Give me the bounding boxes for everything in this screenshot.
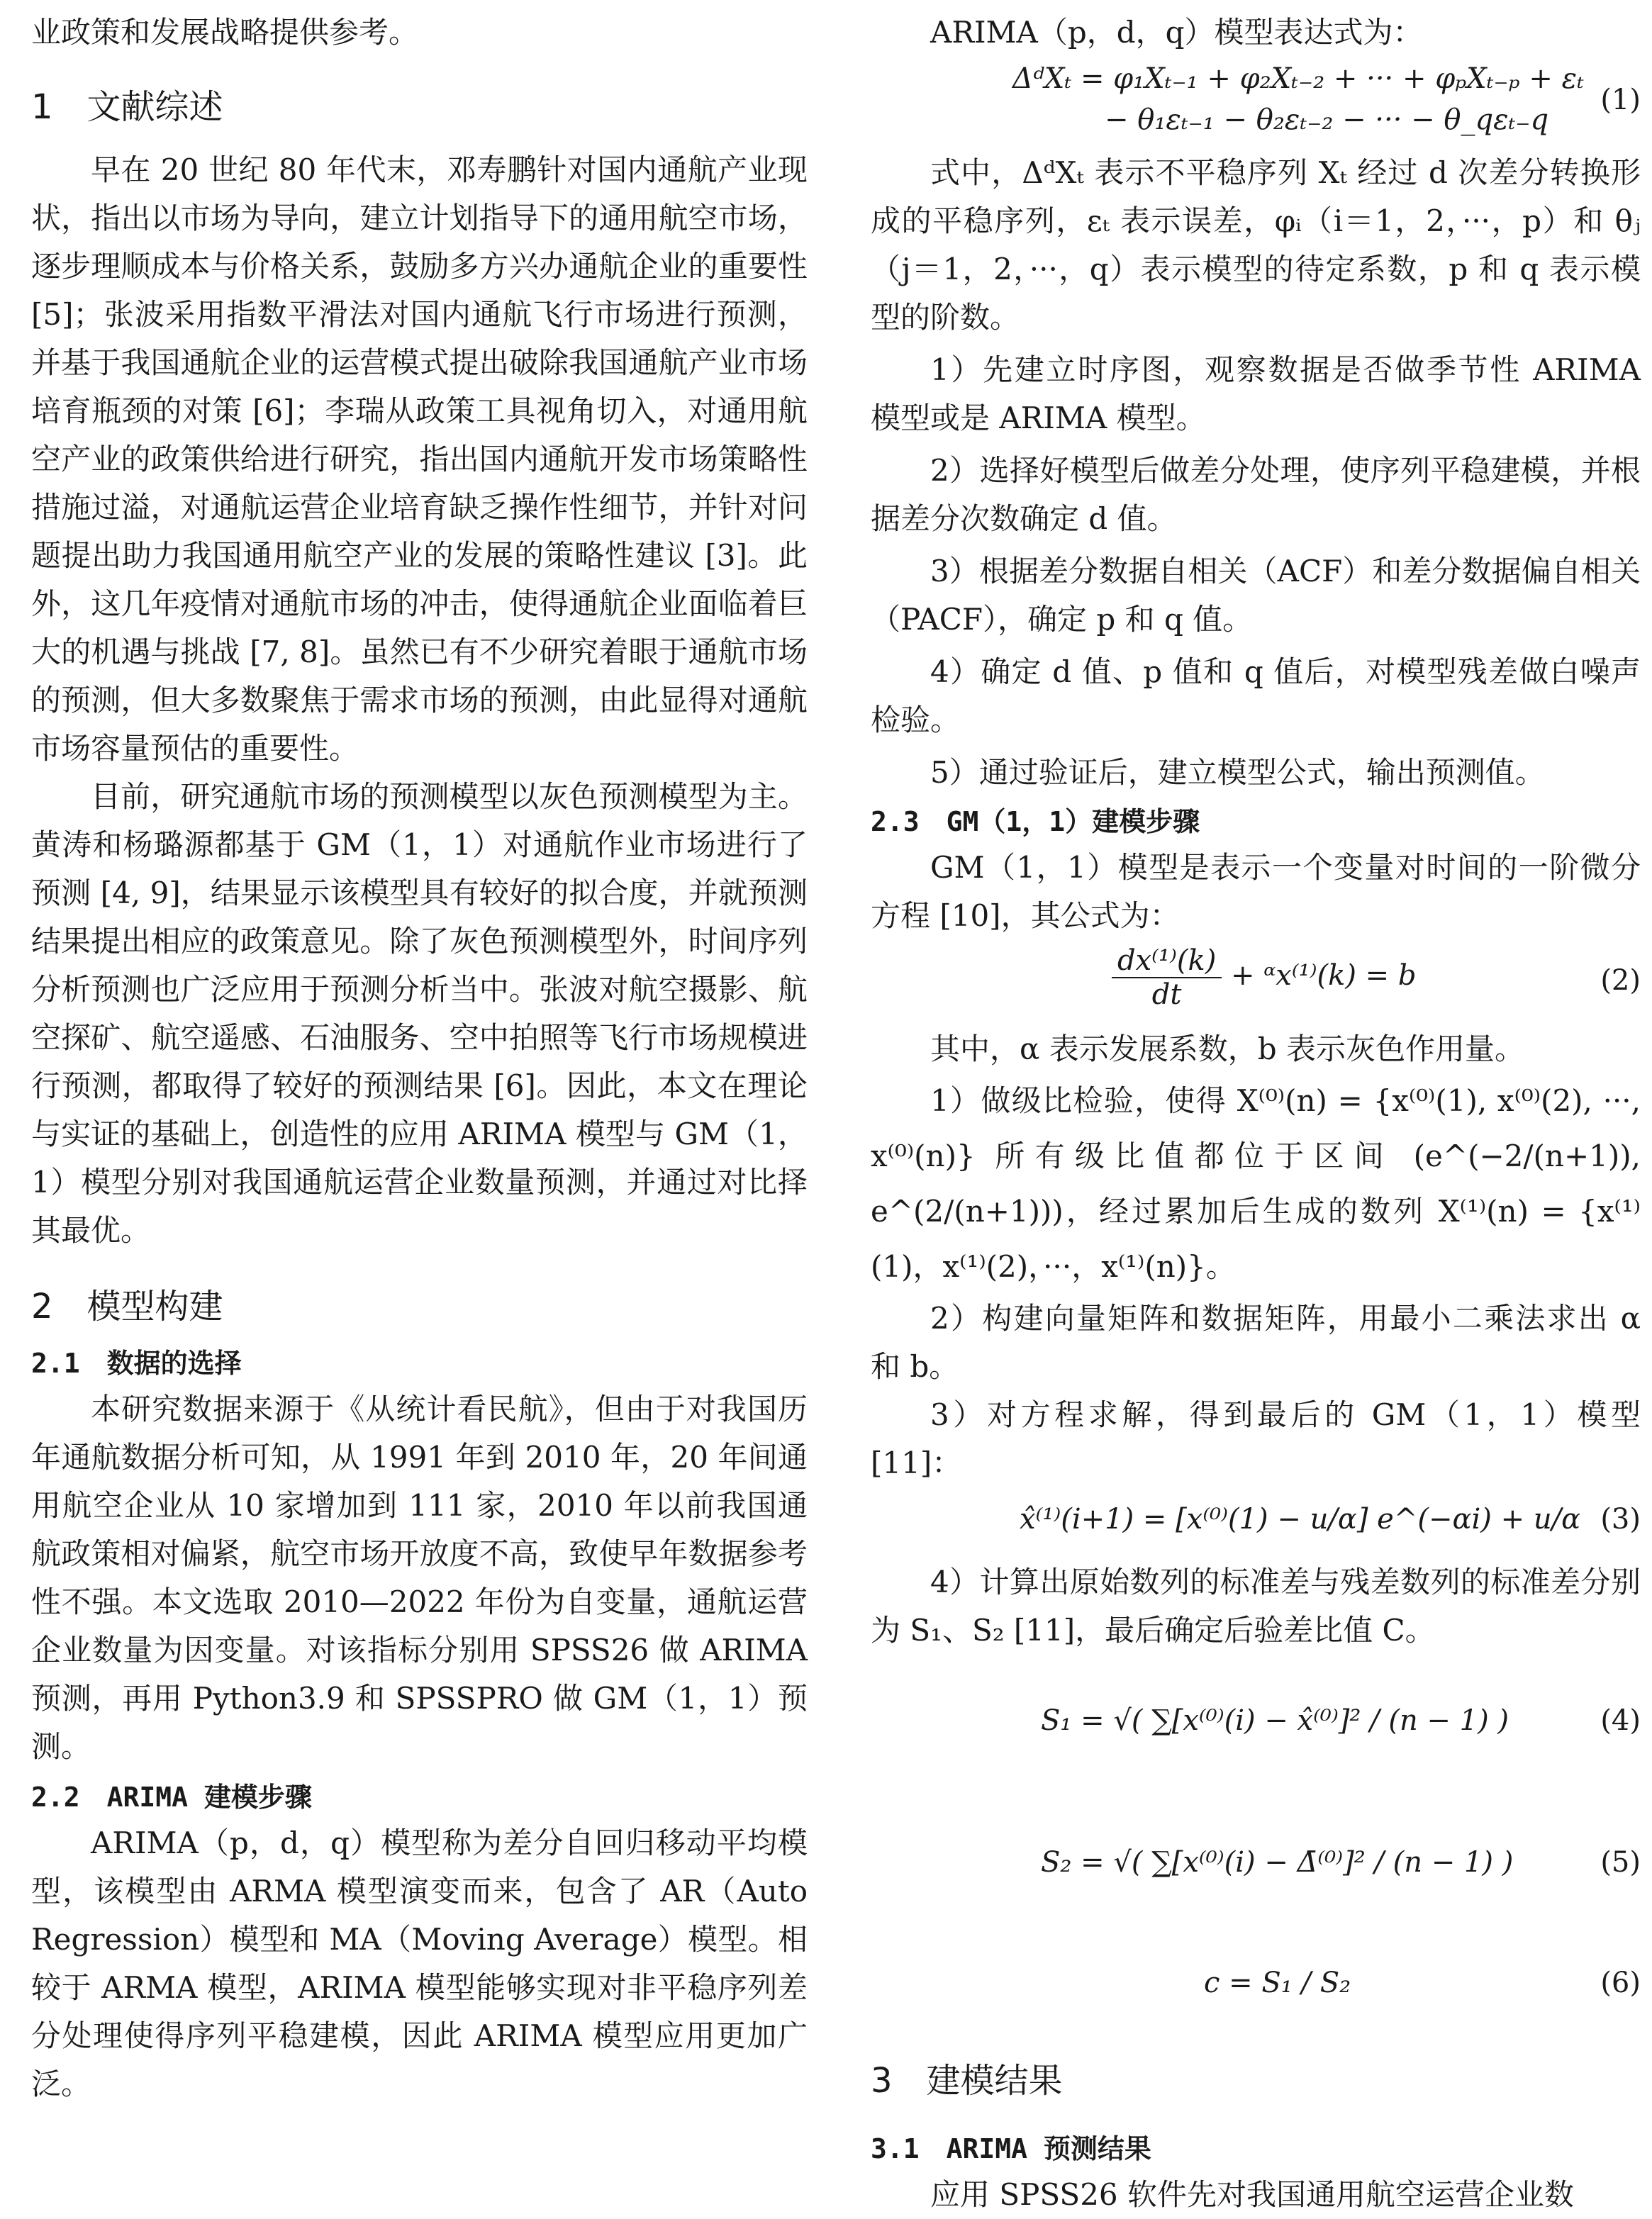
equation-number-4: (4) bbox=[1600, 1704, 1641, 1737]
step-arima-3: 3）根据差分数据自相关（ACF）和差分数据偏自相关（PACF），确定 p 和 q 值。 bbox=[871, 554, 1641, 637]
equation-2-rest: + ᵅx⁽¹⁾(k) = b bbox=[1231, 959, 1417, 992]
paragraph-arima-intro: ARIMA（p，d，q）模型称为差分自回归移动平均模型，该模型由 ARMA 模型演变而来，包含了 AR（Auto Regression）模型和 MA（Moving Average）模型。相较于 ARMA 模型，ARIMA 模型能够实现对非平稳序列差分处理使得序列平稳建模，因此 ARIMA 模型应用更加广泛。 bbox=[31, 1826, 808, 2101]
right-column bbox=[871, 0, 1641, 2219]
left-column bbox=[31, 0, 808, 2108]
section-heading-model: 2 模型构建 bbox=[31, 1287, 223, 1326]
equation-number-3: (3) bbox=[1600, 1503, 1641, 1536]
section-heading-literature: 1 文献综述 bbox=[31, 87, 223, 127]
step-gm-3: 3）对方程求解，得到最后的 GM（1，1）模型 [11]： bbox=[871, 1397, 1641, 1480]
paragraph-gm-intro: GM（1，1）模型是表示一个变量对时间的一阶微分方程 [10]，其公式为： bbox=[871, 850, 1641, 933]
equation-4-body: S₁ = √( ∑[x⁽⁰⁾(i) − x̂⁽⁰⁾]² / (n − 1) ) bbox=[1041, 1704, 1509, 1737]
equation-2-numerator: dx⁽¹⁾(k) bbox=[1112, 944, 1222, 978]
step-arima-1: 1）先建立时序图，观察数据是否做季节性 ARIMA 模型或是 ARIMA 模型。 bbox=[871, 352, 1641, 435]
paragraph-data-selection: 本研究数据来源于《从统计看民航》，但由于对我国历年通航数据分析可知，从 1991 年到 2010 年，20 年间通用航空企业从 10 家增加到 111 家，2010 年以前我国通航政策相对偏紧，航空市场开放度不高，致使早年数据参考性不强。本文选取 2010—2022 年份为自变量，通航运营企业数量为因变量。对该指标分别用 SPSS26 做 ARIMA 预测，再用 Python3.9 和 SPSSPRO 做 GM（1，1）预测。 bbox=[31, 1392, 808, 1764]
paragraph-equation-explanation: 式中，ΔᵈXₜ 表示不平稳序列 Xₜ 经过 d 次差分转换形成的平稳序列，εₜ 表示误差，φᵢ（i＝1，2，···，p）和 θⱼ（j＝1，2，···，q）表示模型的待定系数，p 和 q 表示模型的阶数。 bbox=[871, 155, 1641, 335]
paragraph-gm-params: 其中，α 表示发展系数，b 表示灰色作用量。 bbox=[930, 1032, 1524, 1066]
paragraph-literature-1: 早在 20 世纪 80 年代末，邓寿鹏针对国内通航产业现状，指出以市场为导向，建立计划指导下的通用航空市场，逐步理顺成本与价格关系，鼓励多方兴办通航企业的重要性 [5]；张波采用指数平滑法对国内通航飞行市场进行预测，并基于我国通航企业的运营模式提出破除我国通航产业市场培育瓶颈的对策 [6]；李瑞从政策工具视角切入，对通用航空产业的政策供给进行研究，指出国内通航开发市场策略性措施过溢，对通航运营企业培育缺乏操作性细节，并针对问题提出助力我国通用航空产业的发展的策略性建议 [3]。此外，这几年疫情对通航市场的冲击，使得通航企业面临着巨大的机遇与挑战 [7, 8]。虽然已有不少研究着眼于通航市场的预测，但大多数聚焦于需求市场的预测，由此显得对通航市场容量预估的重要性。 bbox=[31, 152, 808, 766]
equation-6 bbox=[871, 1938, 1641, 2030]
equation-1-line-1: ΔᵈXₜ = φ₁Xₜ₋₁ + φ₂Xₜ₋₂ + ··· + φₚXₜ₋ₚ + εₜ bbox=[1012, 62, 1584, 95]
equation-number-5: (5) bbox=[1600, 1846, 1641, 1879]
step-arima-5: 5）通过验证后，建立模型公式，输出预测值。 bbox=[930, 755, 1545, 790]
equation-5 bbox=[871, 1796, 1641, 1938]
step-arima-4: 4）确定 d 值、p 值和 q 值后，对模型残差做白噪声检验。 bbox=[871, 654, 1641, 737]
paragraph-literature-2: 目前，研究通航市场的预测模型以灰色预测模型为主。黄涛和杨璐源都基于 GM（1，1）对通航作业市场进行了预测 [4, 9]，结果显示该模型具有较好的拟合度，并就预测结果提出相应的政策意见。除了灰色预测模型外，时间序列分析预测也广泛应用于预测分析当中。张波对航空摄影、航空探矿、航空遥感、石油服务、空中拍照等飞行市场规模进行预测，都取得了较好的预测结果 [6]。因此，本文在理论与实证的基础上，创造性的应用 ARIMA 模型与 GM（1，1）模型分别对我国通航运营企业数量预测，并通过对比择其最优。 bbox=[31, 779, 808, 1248]
paragraph-continuation: 业政策和发展战略提供参考。 bbox=[31, 15, 419, 50]
equation-5-body: S₂ = √( ∑[x⁽⁰⁾(i) − Δ̄⁽⁰⁾]² / (n − 1) ) bbox=[1041, 1846, 1514, 1879]
paragraph-arima-expression: ARIMA（p，d，q）模型表达式为： bbox=[930, 15, 1423, 50]
subsection-heading-gm-steps: 2.3 GM（1，1）建模步骤 bbox=[871, 806, 1200, 837]
equation-3 bbox=[871, 1487, 1641, 1558]
subsection-heading-arima-results: 3.1 ARIMA 预测结果 bbox=[871, 2133, 1151, 2164]
section-heading-results: 3 建模结果 bbox=[871, 2061, 1063, 2101]
subsection-heading-arima-steps: 2.2 ARIMA 建模步骤 bbox=[31, 1782, 312, 1813]
step-gm-2: 2）构建向量矩阵和数据矩阵，用最小二乘法求出 α 和 b。 bbox=[871, 1301, 1641, 1384]
paragraph-arima-results: 应用 SPSS26 软件先对我国通用航空运营企业数 bbox=[930, 2177, 1574, 2212]
step-gm-4: 4）计算出原始数列的标准差与残差数列的标准差分别为 S₁、S₂ [11]，最后确定后验差比值 C。 bbox=[871, 1565, 1641, 1648]
equation-3-body: x̂⁽¹⁾(i+1) = [x⁽⁰⁾(1) − u/α] e^(−αi) + u/α bbox=[1020, 1503, 1581, 1536]
equation-number-1: (1) bbox=[1600, 84, 1641, 116]
equation-1 bbox=[871, 57, 1641, 149]
equation-4 bbox=[871, 1655, 1641, 1796]
subsection-heading-data: 2.1 数据的选择 bbox=[31, 1348, 242, 1379]
step-gm-1: 1）做级比检验，使得 X⁽⁰⁾(n) = {x⁽⁰⁾(1), x⁽⁰⁾(2), ···, x⁽⁰⁾(n)} 所有级比值都位于区间 (e^(−2/(n+1)), e^(2/(n+1)))，经过累加后生成的数列 X⁽¹⁾(n) = {x⁽¹⁾(1)，x⁽¹⁾(2)，···，x⁽¹⁾(n)}。 bbox=[871, 1083, 1641, 1284]
equation-2-denominator: dt bbox=[1151, 978, 1182, 1011]
equation-2 bbox=[871, 940, 1641, 1025]
equation-2-body bbox=[1112, 944, 1417, 1011]
equation-2-fraction bbox=[1112, 944, 1222, 1011]
equation-6-body: c = S₁ / S₂ bbox=[1204, 1967, 1351, 1999]
equation-number-6: (6) bbox=[1600, 1967, 1641, 1999]
equation-number-2: (2) bbox=[1600, 964, 1641, 997]
step-arima-2: 2）选择好模型后做差分处理，使序列平稳建模，并根据差分次数确定 d 值。 bbox=[871, 453, 1641, 536]
equation-1-line-2: − θ₁εₜ₋₁ − θ₂εₜ₋₂ − ··· − θ_qεₜ₋q bbox=[1105, 104, 1549, 136]
